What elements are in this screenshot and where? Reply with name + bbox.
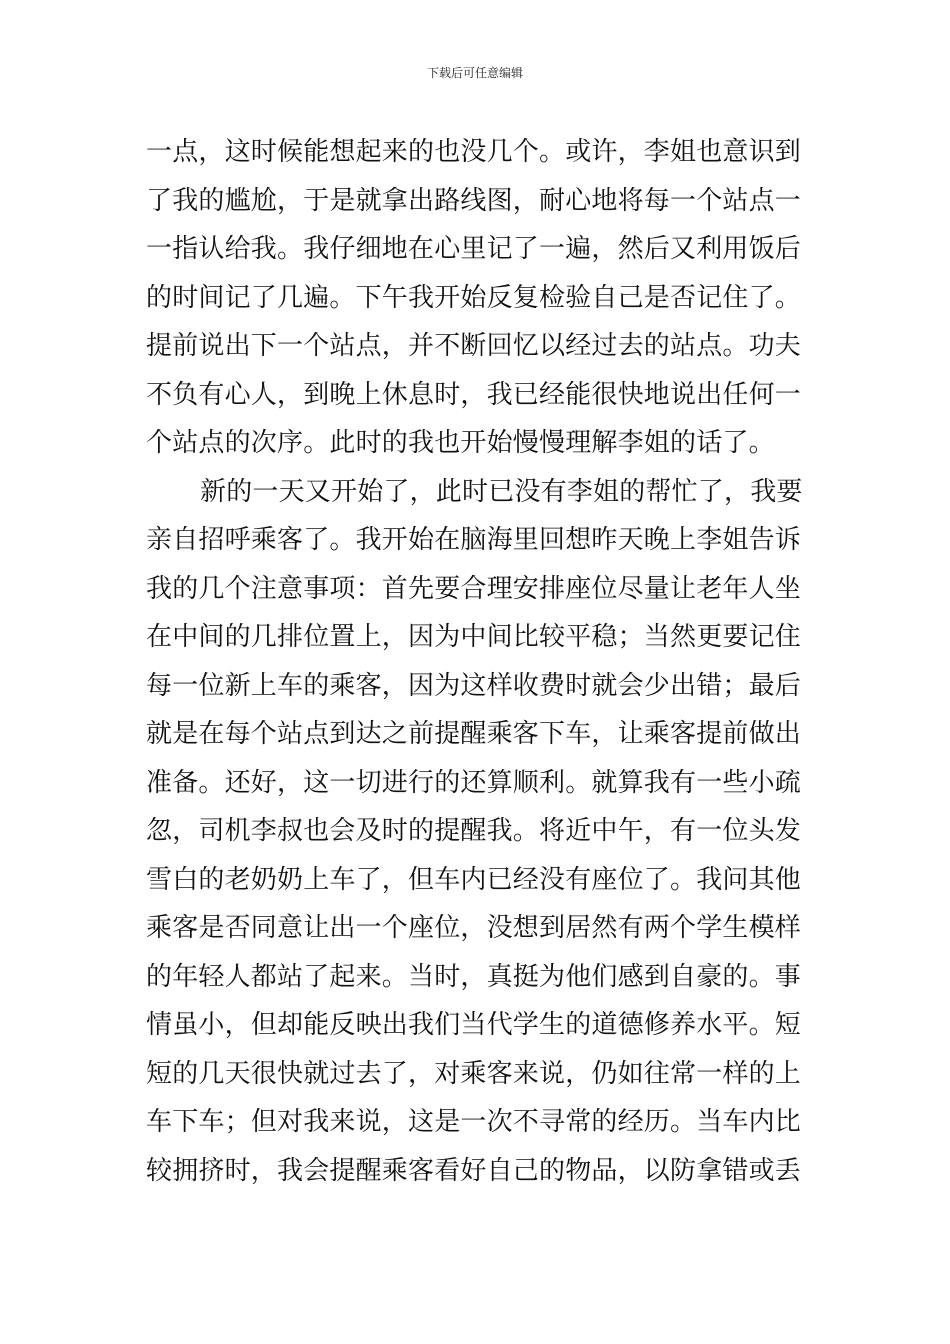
text-line: 车下车；但对我来说，这是一次不寻常的经历。当车内比 bbox=[146, 1107, 802, 1137]
paragraph-1 bbox=[146, 128, 806, 468]
text-line: 一指认给我。我仔细地在心里记了一遍，然后又利用饭后 bbox=[146, 234, 802, 264]
text-line: 亲自招呼乘客了。我开始在脑海里回想昨天晚上李姐告诉 bbox=[146, 525, 802, 555]
text-line: 了我的尴尬，于是就拿出路线图，耐心地将每一个站点一 bbox=[146, 185, 802, 216]
text-line-indented: 新的一天又开始了，此时已没有李姐的帮忙了，我要 bbox=[200, 476, 803, 507]
text-line: 我的几个注意事项：首先要合理安排座位尽量让老年人坐 bbox=[146, 573, 802, 604]
text-line: 准备。还好，这一切进行的还算顺利。就算我有一些小疏 bbox=[146, 767, 802, 798]
text-line: 雪白的老奶奶上车了，但车内已经没有座位了。我问其他 bbox=[146, 864, 802, 895]
text-line: 情虽小，但却能反映出我们当代学生的道德修养水平。短 bbox=[146, 1010, 802, 1040]
paragraph-2 bbox=[146, 468, 806, 1196]
text-line: 不负有心人，到晚上休息时，我已经能很快地说出任何一 bbox=[146, 379, 802, 410]
body-text bbox=[146, 128, 806, 1195]
text-line: 较拥挤时，我会提醒乘客看好自己的物品，以防拿错或丢 bbox=[146, 1155, 802, 1186]
text-line: 一点，这时候能想起来的也没几个。或许，李姐也意识到 bbox=[146, 137, 802, 167]
text-line: 的时间记了几遍。下午我开始反复检验自己是否记住了。 bbox=[146, 282, 802, 313]
text-line: 提前说出下一个站点，并不断回忆以经过去的站点。功夫 bbox=[146, 331, 802, 361]
text-line: 就是在每个站点到达之前提醒乘客下车，让乘客提前做出 bbox=[146, 719, 802, 749]
text-line: 每一位新上车的乘客，因为这样收费时就会少出错；最后 bbox=[146, 670, 802, 701]
text-line: 忽，司机李叔也会及时的提醒我。将近中午，有一位头发 bbox=[146, 816, 802, 846]
text-line: 在中间的几排位置上，因为中间比较平稳；当然更要记住 bbox=[146, 622, 802, 652]
text-line: 个站点的次序。此时的我也开始慢慢理解李姐的话了。 bbox=[146, 428, 775, 458]
text-line: 的年轻人都站了起来。当时，真挺为他们感到自豪的。事 bbox=[146, 961, 802, 992]
text-line: 乘客是否同意让出一个座位，没想到居然有两个学生模样 bbox=[146, 913, 802, 943]
page-header-note: 下载后可任意编辑 bbox=[426, 66, 523, 80]
text-line: 短的几天很快就过去了，对乘客来说，仍如往常一样的上 bbox=[146, 1058, 802, 1089]
